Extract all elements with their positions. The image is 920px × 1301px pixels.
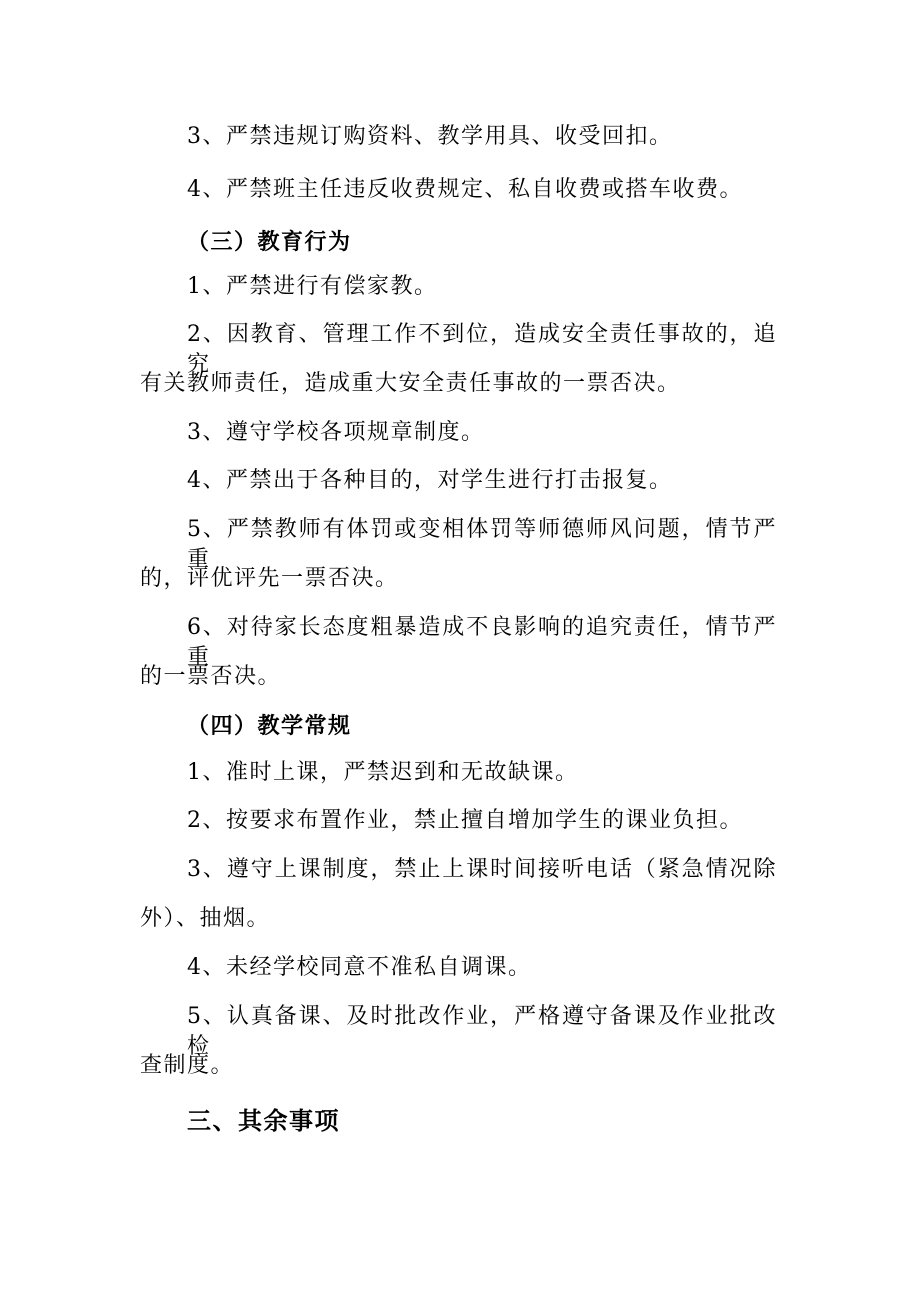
section-heading-teaching-routine: （四）教学常规 [187,713,352,739]
paragraph-line: 5、严禁教师有体罚或变相体罚等师德师风问题，情节严重 [187,517,777,572]
paragraph-line: 3、遵守上课制度，禁止上课时间接听电话（紧急情况除 [187,857,777,882]
paragraph-line: 6、对待家长态度粗暴造成不良影响的追究责任，情节严重 [187,615,777,670]
paragraph-line: 2、因教育、管理工作不到位，造成安全责任事故的，追究 [187,322,777,377]
paragraph-line: 4、严禁出于各种目的，对学生进行打击报复。 [187,468,673,493]
paragraph-line: 查制度。 [140,1053,235,1078]
paragraph-line: 的一票否决。 [140,664,282,689]
paragraph-line: 4、未经学校同意不准私自调课。 [187,955,532,980]
paragraph-line: 2、按要求布置作业，禁止擅自增加学生的课业负担。 [187,808,743,833]
paragraph-line: 的，评优评先一票否决。 [140,566,399,591]
section-heading-other-matters: 三、其余事项 [187,1106,340,1135]
paragraph-line: 1、严禁进行有偿家教。 [187,274,438,299]
paragraph-line: 3、遵守学校各项规章制度。 [187,420,485,445]
paragraph-line: 4、严禁班主任违反收费规定、私自收费或搭车收费。 [187,177,743,202]
paragraph-line: 外）、抽烟。 [140,906,271,931]
paragraph-line: 有关教师责任，造成重大安全责任事故的一票否决。 [140,371,681,396]
section-heading-education-conduct: （三）教育行为 [187,229,352,255]
paragraph-line: 1、准时上课，严禁迟到和无故缺课。 [187,760,579,785]
paragraph-line: 3、严禁违规订购资料、教学用具、收受回扣。 [187,124,673,149]
paragraph-line: 5、认真备课、及时批改作业，严格遵守备课及作业批改检 [187,1004,777,1059]
